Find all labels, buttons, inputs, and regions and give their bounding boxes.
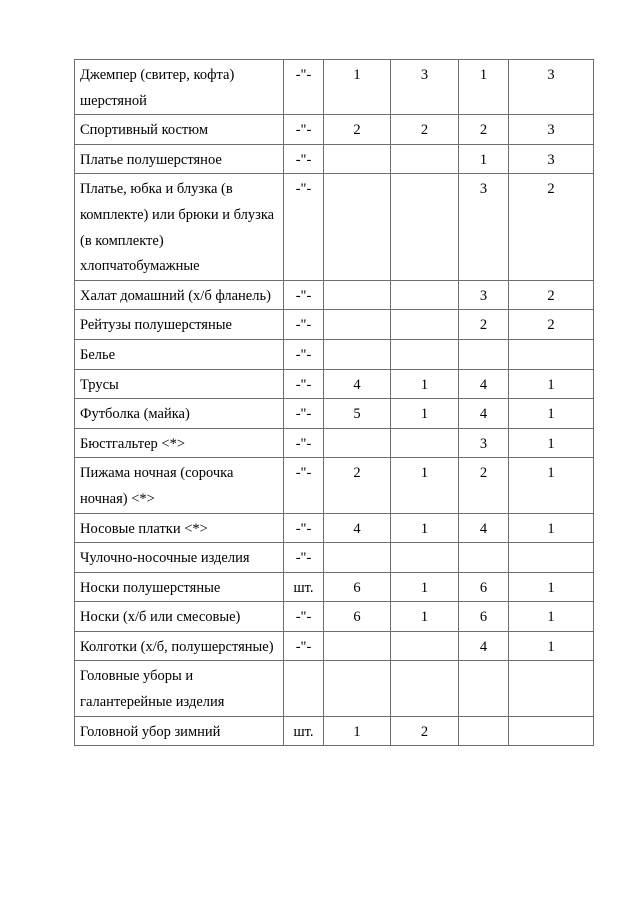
wear-period-cell-2: 3	[509, 144, 594, 174]
table-row	[75, 572, 594, 602]
unit-cell: шт.	[284, 716, 324, 746]
wear-period-cell-1: 1	[391, 602, 459, 632]
wear-period-cell-1: 1	[391, 399, 459, 429]
quantity-cell-1: 6	[324, 602, 391, 632]
quantity-cell-2	[459, 339, 509, 369]
item-name-cell: Халат домашний (х/б фланель)	[75, 280, 284, 310]
wear-period-cell-2: 1	[509, 428, 594, 458]
wear-period-cell-2: 1	[509, 602, 594, 632]
unit-cell: -"-	[284, 513, 324, 543]
table-row	[75, 60, 594, 115]
wear-period-cell-1: 1	[391, 458, 459, 513]
quantity-cell-1: 1	[324, 60, 391, 115]
quantity-cell-2: 2	[459, 115, 509, 145]
table-row	[75, 280, 594, 310]
item-name-cell: Джемпер (свитер, кофта) шерстяной	[75, 60, 284, 115]
wear-period-cell-2: 3	[509, 115, 594, 145]
quantity-cell-1	[324, 428, 391, 458]
table-row	[75, 458, 594, 513]
unit-cell: -"-	[284, 280, 324, 310]
quantity-cell-1	[324, 280, 391, 310]
quantity-cell-1	[324, 543, 391, 573]
quantity-cell-1	[324, 661, 391, 716]
quantity-cell-1: 1	[324, 716, 391, 746]
quantity-cell-2: 3	[459, 280, 509, 310]
quantity-cell-2	[459, 661, 509, 716]
unit-cell: -"-	[284, 144, 324, 174]
table-row	[75, 602, 594, 632]
unit-cell: -"-	[284, 174, 324, 280]
clothing-norms-table	[74, 59, 594, 746]
wear-period-cell-2	[509, 339, 594, 369]
table-row	[75, 369, 594, 399]
quantity-cell-2: 4	[459, 399, 509, 429]
item-name-cell: Носовые платки <*>	[75, 513, 284, 543]
wear-period-cell-2	[509, 716, 594, 746]
quantity-cell-2: 6	[459, 572, 509, 602]
quantity-cell-2: 6	[459, 602, 509, 632]
unit-cell: -"-	[284, 369, 324, 399]
wear-period-cell-1	[391, 661, 459, 716]
wear-period-cell-1	[391, 144, 459, 174]
wear-period-cell-1	[391, 631, 459, 661]
item-name-cell: Трусы	[75, 369, 284, 399]
unit-cell: -"-	[284, 60, 324, 115]
wear-period-cell-1: 2	[391, 115, 459, 145]
wear-period-cell-1: 1	[391, 513, 459, 543]
wear-period-cell-2: 1	[509, 369, 594, 399]
quantity-cell-1: 6	[324, 572, 391, 602]
wear-period-cell-2: 2	[509, 174, 594, 280]
item-name-cell: Пижама ночная (сорочка ночная) <*>	[75, 458, 284, 513]
wear-period-cell-1	[391, 174, 459, 280]
wear-period-cell-1	[391, 543, 459, 573]
unit-cell: -"-	[284, 339, 324, 369]
quantity-cell-1	[324, 339, 391, 369]
wear-period-cell-1: 1	[391, 369, 459, 399]
wear-period-cell-1: 1	[391, 572, 459, 602]
table-row	[75, 174, 594, 280]
unit-cell	[284, 661, 324, 716]
wear-period-cell-2	[509, 543, 594, 573]
wear-period-cell-2: 1	[509, 458, 594, 513]
quantity-cell-2: 4	[459, 631, 509, 661]
quantity-cell-2: 4	[459, 369, 509, 399]
unit-cell: -"-	[284, 399, 324, 429]
table-row	[75, 543, 594, 573]
quantity-cell-1: 2	[324, 115, 391, 145]
unit-cell: -"-	[284, 543, 324, 573]
wear-period-cell-1: 2	[391, 716, 459, 746]
wear-period-cell-2: 1	[509, 572, 594, 602]
table-row	[75, 310, 594, 340]
item-name-cell: Платье полушерстяное	[75, 144, 284, 174]
quantity-cell-1: 5	[324, 399, 391, 429]
item-name-cell: Носки полушерстяные	[75, 572, 284, 602]
table-row	[75, 399, 594, 429]
table-row	[75, 115, 594, 145]
quantity-cell-1	[324, 631, 391, 661]
table-row	[75, 339, 594, 369]
item-name-cell: Колготки (х/б, полушерстяные)	[75, 631, 284, 661]
wear-period-cell-1	[391, 310, 459, 340]
wear-period-cell-2: 1	[509, 513, 594, 543]
table-row	[75, 631, 594, 661]
unit-cell: -"-	[284, 458, 324, 513]
table-row	[75, 144, 594, 174]
quantity-cell-2: 3	[459, 428, 509, 458]
quantity-cell-2	[459, 716, 509, 746]
unit-cell: шт.	[284, 572, 324, 602]
wear-period-cell-1: 3	[391, 60, 459, 115]
wear-period-cell-1	[391, 428, 459, 458]
wear-period-cell-2: 1	[509, 631, 594, 661]
quantity-cell-2: 1	[459, 144, 509, 174]
quantity-cell-1: 4	[324, 513, 391, 543]
quantity-cell-2: 1	[459, 60, 509, 115]
item-name-cell: Спортивный костюм	[75, 115, 284, 145]
unit-cell: -"-	[284, 602, 324, 632]
wear-period-cell-1	[391, 280, 459, 310]
table-row	[75, 513, 594, 543]
quantity-cell-1	[324, 310, 391, 340]
table-row	[75, 661, 594, 716]
item-name-cell: Футболка (майка)	[75, 399, 284, 429]
wear-period-cell-2	[509, 661, 594, 716]
table-row	[75, 716, 594, 746]
table-body	[75, 60, 594, 746]
quantity-cell-1: 2	[324, 458, 391, 513]
wear-period-cell-2: 2	[509, 280, 594, 310]
item-name-cell: Носки (х/б или смесовые)	[75, 602, 284, 632]
wear-period-cell-1	[391, 339, 459, 369]
item-name-cell: Рейтузы полушерстяные	[75, 310, 284, 340]
unit-cell: -"-	[284, 428, 324, 458]
item-name-cell: Головной убор зимний	[75, 716, 284, 746]
item-name-cell: Головные уборы и галантерейные изделия	[75, 661, 284, 716]
quantity-cell-2: 2	[459, 310, 509, 340]
quantity-cell-1	[324, 144, 391, 174]
wear-period-cell-2: 1	[509, 399, 594, 429]
quantity-cell-1: 4	[324, 369, 391, 399]
table-row	[75, 428, 594, 458]
unit-cell: -"-	[284, 310, 324, 340]
item-name-cell: Платье, юбка и блузка (в комплекте) или брюки и блузка (в комплекте) хлопчатобумажные	[75, 174, 284, 280]
item-name-cell: Чулочно-носочные изделия	[75, 543, 284, 573]
wear-period-cell-2: 3	[509, 60, 594, 115]
unit-cell: -"-	[284, 631, 324, 661]
quantity-cell-2: 3	[459, 174, 509, 280]
unit-cell: -"-	[284, 115, 324, 145]
quantity-cell-1	[324, 174, 391, 280]
item-name-cell: Бюстгальтер <*>	[75, 428, 284, 458]
wear-period-cell-2: 2	[509, 310, 594, 340]
item-name-cell: Белье	[75, 339, 284, 369]
quantity-cell-2: 4	[459, 513, 509, 543]
quantity-cell-2: 2	[459, 458, 509, 513]
quantity-cell-2	[459, 543, 509, 573]
